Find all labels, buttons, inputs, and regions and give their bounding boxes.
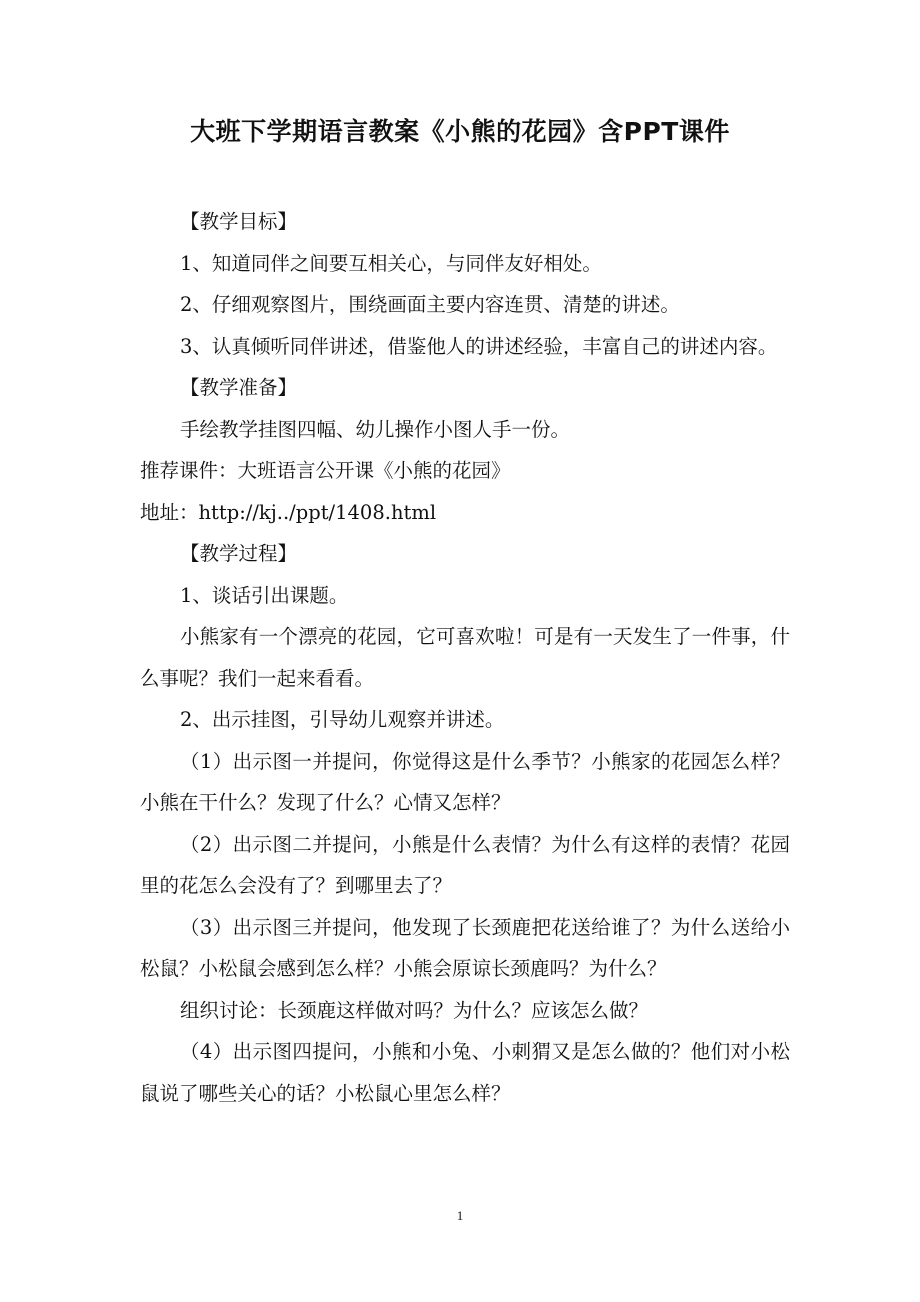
paragraph-process-2-1: （1）出示图一并提问，你觉得这是什么季节？小熊家的花园怎么样？小熊在干什么？发现了什么？心情又怎样？	[140, 749, 790, 814]
paragraph-recommend: 推荐课件：大班语言公开课《小熊的花园》	[140, 459, 511, 482]
paragraph-process-2-3: （3）出示图三并提问，他发现了长颈鹿把花送给谁了？为什么送给小松鼠？小松鼠会感到怎么样？小熊会原谅长颈鹿吗？为什么？	[140, 915, 790, 980]
paragraph-process-2-4: （4）出示图四提问，小熊和小兔、小刺猬又是怎么做的？他们对小松鼠说了哪些关心的话？小松鼠心里怎么样？	[140, 1040, 790, 1105]
paragraph-process-heading: 【教学过程】	[180, 542, 298, 565]
paragraph-goal-1: 1、知道同伴之间要互相关心，与同伴友好相处。	[180, 251, 602, 275]
paragraph-prep-1: 手绘教学挂图四幅、幼儿操作小图人手一份。	[180, 417, 571, 441]
page-number: 1	[456, 1208, 464, 1223]
paragraph-goal-heading: 【教学目标】	[180, 210, 298, 233]
paragraph-process-1-text: 小熊家有一个漂亮的花园，它可喜欢啦！可是有一天发生了一件事，什么事呢？我们一起来看看。	[140, 625, 790, 690]
paragraph-process-2-2: （2）出示图二并提问，小熊是什么表情？为什么有这样的表情？花园里的花怎么会没有了？到哪里去了？	[140, 832, 790, 897]
paragraph-goal-2: 2、仔细观察图片，围绕画面主要内容连贯、清楚的讲述。	[180, 293, 680, 316]
paragraph-address: 地址：http://kj../ppt/1408.html	[140, 500, 437, 524]
document-body	[140, 201, 790, 1114]
paragraph-prep-heading: 【教学准备】	[180, 376, 298, 399]
document-title: 大班下学期语言教案《小熊的花园》含PPT课件	[190, 117, 730, 146]
paragraph-process-2: 2、出示挂图，引导幼儿观察并讲述。	[180, 708, 505, 731]
paragraph-process-1: 1、谈话引出课题。	[180, 583, 349, 607]
paragraph-process-discuss: 组织讨论：长颈鹿这样做对吗？为什么？应该怎么做？	[180, 998, 649, 1022]
paragraph-goal-3: 3、认真倾听同伴讲述，借鉴他人的讲述经验，丰富自己的讲述内容。	[180, 334, 778, 358]
